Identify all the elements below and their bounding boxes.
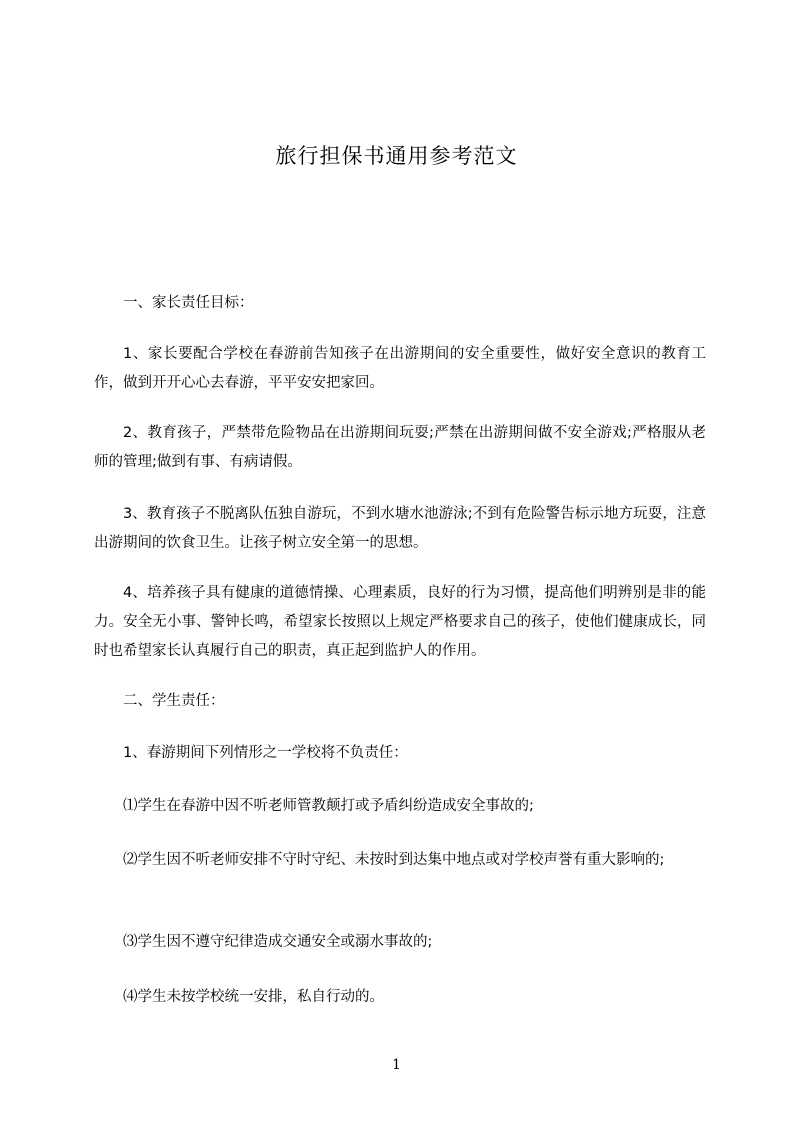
paragraph-student-subitem-1: ⑴学生在春游中因不听老师管教颠打或予盾纠纷造成安全事故的; <box>123 798 534 814</box>
section-heading-student-responsibility: 二、学生责任： <box>123 693 225 709</box>
paragraph-student-subitem-3: ⑶学生因不遵守纪律造成交通安全或溺水事故的; <box>123 934 433 950</box>
paragraph-parent-item-2: 2、教育孩子，严禁带危险物品在出游期间玩耍;严禁在出游期间做不安全游戏;严格服从老师的管理;做到有事、有病请假。 <box>94 425 706 470</box>
section-heading-parent-responsibility: 一、家长责任目标： <box>123 295 254 311</box>
paragraph-parent-item-1: 1、家长要配合学校在春游前告知孩子在出游期间的安全重要性，做好安全意识的教育工作，做到开开心心去春游，平平安安把家回。 <box>94 346 706 391</box>
paragraph-parent-item-3: 3、教育孩子不脱离队伍独自游玩，不到水塘水池游泳;不到有危险警告标示地方玩耍，注意出游期间的饮食卫生。让孩子树立安全第一的思想。 <box>94 506 706 551</box>
paragraph-student-subitem-2: ⑵学生因不听老师安排不守时守纪、未按时到达集中地点或对学校声誉有重大影响的; <box>123 852 665 868</box>
document-title: 旅行担保书通用参考范文 <box>275 144 518 168</box>
page-number: 1 <box>392 1057 401 1073</box>
paragraph-parent-item-4: 4、培养孩子具有健康的道德情操、心理素质，良好的行为习惯，提高他们明辨别是非的能力。安全无小事、警钟长鸣，希望家长按照以上规定严格要求自己的孩子，使他们健康成长，同时也希望家长认真履行自己的职责，真正起到监护人的作用。 <box>94 585 706 659</box>
paragraph-student-subitem-4: ⑷学生未按学校统一安排，私自行动的。 <box>123 989 384 1005</box>
paragraph-student-item-1: 1、春游期间下列情形之一学校将不负责任： <box>123 745 408 761</box>
